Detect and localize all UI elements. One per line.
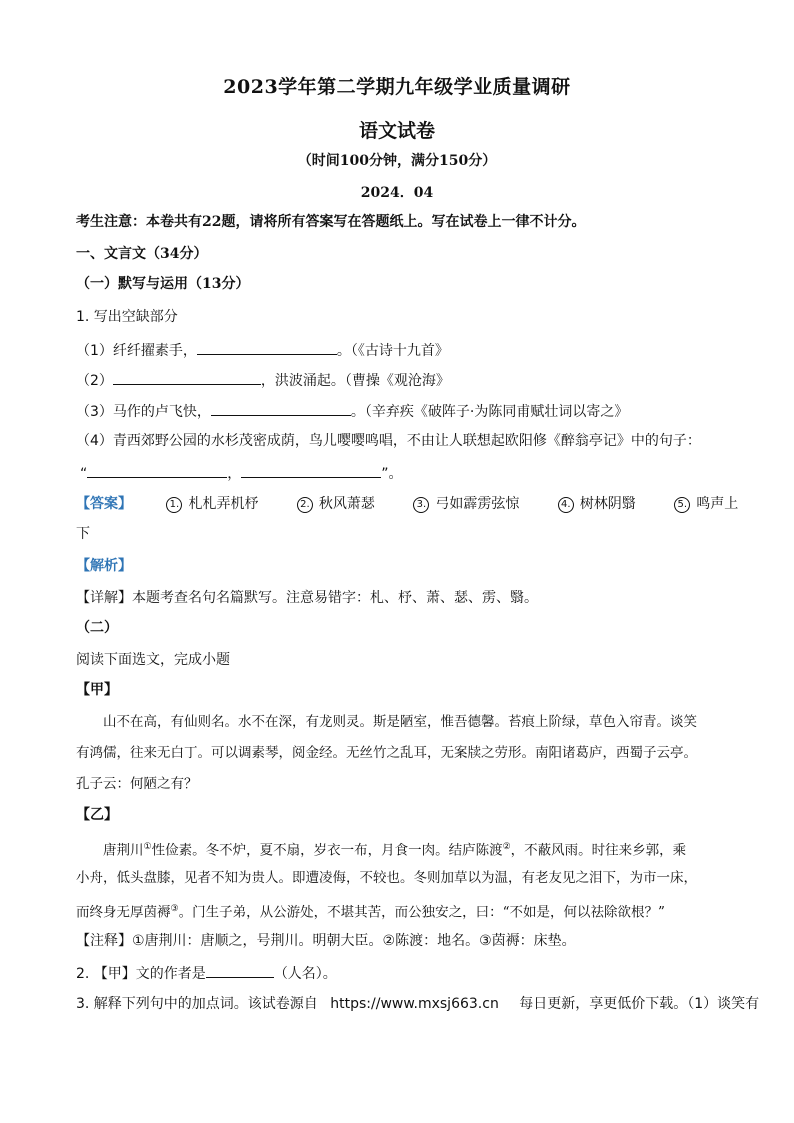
passage-yi-line [76, 899, 665, 923]
analysis-label: 【解析】 [76, 558, 132, 574]
open-quote: “ [80, 466, 88, 482]
passage-notes: 【注释】①唐荆川：唐顺之，号荆川。明朝大臣。②陈渡：地名。③茵褥：床垫。 [76, 933, 576, 949]
question-3 [76, 994, 759, 1014]
part-3-suffix: 。（辛弃疾《破阵子·为陈同甫赋壮词以寄之》 [350, 404, 629, 420]
answer-item [166, 494, 258, 514]
exam-subtitle: 语文试卷 [358, 120, 435, 142]
passage-text: 。门生子弟，从公游处，不堪其苦，而公独安之，曰：“不如是，何以祛除欲根？” [178, 904, 665, 921]
answer-text: 树林阴翳 [579, 496, 636, 512]
answer-blank[interactable] [206, 962, 274, 978]
passage-yi-label: 【乙】 [76, 807, 118, 823]
answer-blank[interactable] [211, 400, 351, 416]
answer-number: 5. [674, 497, 690, 513]
question-3-suffix: 每日更新，享更低价下载。（1）谈笑有 [519, 996, 760, 1012]
answer-row [76, 494, 738, 514]
passage-yi-line: 小舟，低头盘膝，见者不知为贵人。即遭凌侮，不较也。冬则加草以为温，有老友见之泪下，为市一床， [76, 870, 697, 886]
time-info: （时间100分钟，满分150分） [297, 153, 497, 169]
exam-date: 2024．04 [360, 185, 434, 201]
answer-text: 鸣声上 [696, 496, 739, 512]
answer-text: 札札弄机杼 [188, 496, 259, 512]
answer-number: 1. [166, 497, 182, 513]
question-1-part-4: （4）青西郊野公园的水杉茂密成荫，鸟儿嘤嘤鸣唱，不由让人联想起欧阳修《醉翁亭记》中的句子： [76, 433, 701, 449]
answer-wrap: 下 [76, 526, 90, 542]
answer-number: 4. [558, 497, 574, 513]
answer-number: 2. [297, 497, 313, 513]
subsection-heading: （一）默写与运用（13分） [76, 276, 250, 292]
answer-blank[interactable] [113, 369, 261, 385]
answer-item [413, 494, 519, 514]
question-3-prefix: 3. 解释下列句中的加点词。该试卷源自 [76, 996, 318, 1012]
answer-blank[interactable] [87, 462, 227, 478]
section-2-heading: （二） [76, 620, 118, 636]
question-1-part-3 [76, 400, 628, 422]
passage-jia-line: 孔子云：何陋之有？ [76, 776, 198, 792]
exam-title: 2023学年第二学期九年级学业质量调研 [223, 76, 571, 98]
passage-text: 唐荆川 [103, 842, 144, 859]
passage-jia-label: 【甲】 [76, 682, 118, 698]
question-1-part-1 [76, 339, 449, 361]
answer-item [558, 494, 636, 514]
part-1-prefix: （1）纤纤擢素手， [76, 343, 197, 359]
question-1-part-4-blanks [80, 462, 403, 484]
question-1-part-2 [76, 369, 450, 391]
passage-yi-line [103, 837, 686, 861]
question-2-prefix: 2. 【甲】文的作者是 [76, 966, 206, 982]
answer-text: 秋风萧瑟 [318, 496, 375, 512]
answer-blank[interactable] [241, 462, 381, 478]
passage-text: ，不蔽风雨。时往来乡郭，乘 [510, 842, 687, 859]
passage-text: 而终身无厚茵褥 [76, 904, 171, 921]
reading-instruction: 阅读下面选文，完成小题 [76, 652, 230, 668]
footnote-marker: ③ [170, 904, 179, 914]
comma: ， [227, 466, 242, 482]
answer-item [297, 494, 375, 514]
answer-text: 弓如霹雳弦惊 [435, 496, 520, 512]
answer-item [674, 494, 738, 514]
part-3-prefix: （3）马作的卢飞快， [76, 404, 211, 420]
question-2 [76, 962, 337, 984]
answer-blank[interactable] [197, 339, 337, 355]
close-quote: ”。 [381, 466, 403, 482]
part-2-suffix: ，洪波涌起。（曹操《观沧海》 [260, 373, 450, 389]
footnote-marker: ① [143, 842, 152, 852]
footnote-marker: ② [502, 842, 511, 852]
analysis-detail: 【详解】本题考查名句名篇默写。注意易错字：札、杼、萧、瑟、雳、翳。 [76, 590, 538, 606]
part-1-suffix: 。（《古诗十九首》 [336, 343, 449, 359]
exam-notice: 考生注意：本卷共有22题，请将所有答案写在答题纸上。写在试卷上一律不计分。 [76, 214, 586, 230]
passage-text: 性俭素。冬不炉，夏不扇，岁衣一布，月食一肉。结庐陈渡 [151, 842, 503, 859]
passage-jia-line: 山不在高，有仙则名。水不在深，有龙则灵。斯是陋室，惟吾德馨。苔痕上阶绿，草色入帘青。谈笑 [103, 714, 697, 730]
question-1-stem: 1. 写出空缺部分 [76, 309, 178, 325]
source-url[interactable]: https://www.mxsj663.cn [330, 996, 499, 1012]
part-2-prefix: （2） [76, 373, 113, 389]
passage-jia-line: 有鸿儒，往来无白丁。可以调素琴，阅金经。无丝竹之乱耳，无案牍之劳形。南阳诸葛庐，西蜀子云亭。 [76, 745, 697, 761]
answer-number: 3. [413, 497, 429, 513]
answer-label: 【答案】 [76, 496, 132, 512]
section-heading: 一、文言文（34分） [76, 246, 208, 262]
question-2-suffix: （人名）。 [273, 966, 337, 982]
